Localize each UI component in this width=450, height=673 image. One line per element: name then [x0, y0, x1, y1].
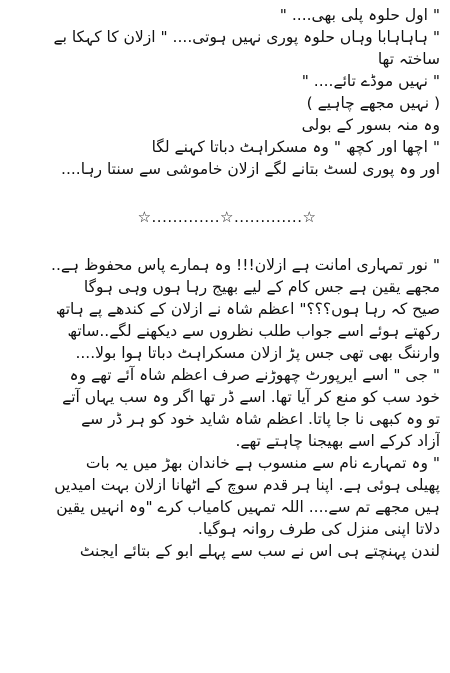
text-line: " ہاہاہابا وہاں حلوہ پوری نہیں ہوتی.... " ازلان کا کہکا بے [53, 28, 440, 46]
text-line: آزاد کرکے اسے بھیجنا چاہتے تھے. [235, 432, 440, 450]
text-line: اور وہ پوری لسٹ بتانے لگے ازلان خاموشی سے سنتا رہا.... [61, 160, 440, 178]
text-line: " اول حلوہ پلی بھی.... " [279, 6, 440, 24]
spacer [14, 180, 440, 206]
text-line: ( نہیں مجھے چاہیے ) [306, 94, 440, 112]
spacer [14, 228, 440, 254]
star-separator: ☆.............☆.............☆ [137, 208, 317, 226]
text-line: " نہیں موڈے تائے.... " [301, 72, 440, 90]
text-line: مجھے یقین ہے جس کام کے لیے بھیج رہا ہوں وہی ہوگا [83, 278, 440, 296]
text-line: " جی " اسے ایرپورٹ چھوڑنے صرف اعظم شاہ آئے تھے وہ [69, 366, 440, 384]
urdu-text-section-2 [14, 254, 440, 562]
text-line: وارننگ بھی تھی جس پڑ ازلان مسکراہٹ دباتا ہوا بولا.... [75, 344, 440, 362]
text-line: پھیلی ہوئی ہے. اپنا ہر قدم سوچ کے اٹھانا ازلان بہت امیدیں [54, 476, 440, 494]
text-line: دلاتا اپنی منزل کی طرف روانہ ہوگیا. [197, 520, 440, 538]
text-line: رکھتے ہوئے اسے جواب طلب نظروں سے دیکھنے لگے..ساتھ [67, 322, 440, 340]
text-line: ساختہ تھا [377, 50, 440, 68]
text-line: " وہ تمہارے نام سے منسوب ہے خاندان بھڑ میں یہ بات [85, 454, 440, 472]
text-line: خود سب کو منع کر آیا تھا. اسے ڈر تھا اگر وہ سب یہاں آتے [62, 388, 440, 406]
text-line: " اچھا اور کچھ " وہ مسکراہٹ دباتا کہنے لگا [151, 138, 440, 156]
text-line: ہیں مجھے تم سے.... اللہ تمہیں کامیاب کرے "وہ انہیں یقین [56, 498, 440, 516]
urdu-text-section-1 [14, 4, 440, 180]
text-line: صیح کہ رہا ہوں؟؟؟" اعظم شاہ نے ازلان کے کندھے پے ہاتھ [55, 300, 440, 318]
text-line: وہ منہ بسور کے بولی [301, 116, 440, 134]
text-line: " نور تمہاری امانت ہے ازلان!!! وہ ہمارے پاس محفوظ ہے.. [51, 256, 440, 274]
text-line: لندن پہنچتے ہی اس نے سب سے پہلے ابو کے بتائے ایجنٹ [79, 542, 440, 560]
text-line: تو وہ کبھی نا جا پاتا. اعظم شاہ شاید خود کو ہر ڈر سے [81, 410, 440, 428]
